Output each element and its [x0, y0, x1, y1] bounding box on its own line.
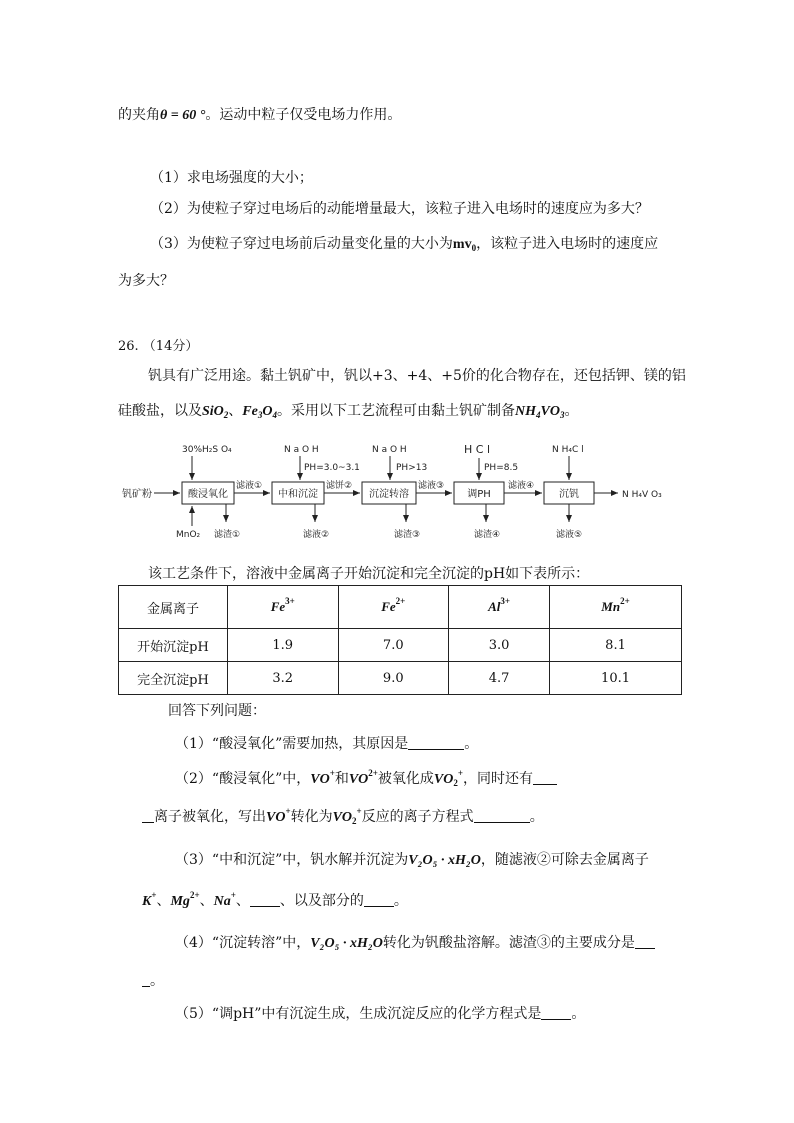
problem-para-line1: 钒具有广泛用途。黏土钒矿中，钒以+3、+4、+5价的化合物存在，还包括钾、镁的铝 [148, 368, 686, 384]
sub-question-2: （2）为使粒子穿过电场后的动能增量最大，该粒子进入电场时的速度应为多大？ [150, 201, 649, 217]
table-cell: 1.9 [228, 629, 339, 662]
question-3: （3）“中和沉淀”中，钒水解并沉淀为V₂O₅ · xH₂O，随滤液②可除去金属离子 [175, 852, 649, 868]
table-cell: 3.2 [228, 662, 339, 695]
table-cell: 8.1 [550, 629, 682, 662]
reagent-mno2: MnO₂ [176, 530, 201, 540]
ion-mn2: $Mn^{2+}$ [550, 586, 682, 629]
sub-question-3-line2: 为多大？ [118, 273, 174, 289]
residue-1: 滤渣① [214, 530, 241, 540]
reagent-hcl: H C l [464, 443, 491, 456]
table-cell: 7.0 [338, 629, 449, 662]
question-1: （1）“酸浸氧化”需要加热，其原因是 。 [175, 736, 479, 752]
flow-start-label: 钒矿粉 [122, 489, 152, 500]
answer-blank[interactable] [408, 735, 464, 750]
table-cell: 4.7 [449, 662, 550, 695]
question-2: （2）“酸浸氧化”中，VO+和$VO^{2+}$被氧化成$VO_2^+$，同时还有 [175, 768, 557, 788]
reagent-h2so4: 30%H₂S O₄ [182, 445, 232, 455]
residue-3: 滤渣③ [394, 530, 421, 540]
reagent-naoh-2: N a O H [372, 445, 407, 455]
fe3o4-formula: $Fe_3O_4$ [242, 404, 277, 420]
ph-table [118, 585, 682, 695]
para-text-b: 。采用以下工艺流程可由黏土钒矿制备 [276, 403, 515, 419]
intro-line [118, 104, 401, 124]
ph-label-3: PH=8.5 [484, 463, 519, 473]
flow-box-4-label: 调PH [467, 489, 491, 500]
answer-blank[interactable] [142, 808, 154, 823]
flow-box-3-label: 沉淀转溶 [369, 489, 409, 500]
reagent-naoh-1: N a O H [284, 445, 319, 455]
problem-number: 26. （14分） [118, 339, 199, 354]
row-label-complete: 完全沉淀pH [119, 662, 228, 695]
ph-table-header: 金属离子 [119, 586, 228, 629]
nh4vo3-formula: $NH_4VO_3$ [514, 404, 565, 420]
mv-symbol: mv [452, 237, 472, 252]
answer-blank[interactable] [541, 1005, 571, 1020]
liquid-2: 滤饼② [326, 481, 353, 491]
sub-question-1: （1）求电场强度的大小； [150, 170, 313, 186]
question-4: （4）“沉淀转溶”中，V₂O₅ · xH₂O转化为钒酸盐溶解。滤渣③的主要成分是 [175, 932, 655, 952]
v2o5-formula: V₂O₅ · xH₂O [408, 853, 481, 868]
process-flow-diagram [110, 440, 690, 545]
ph-label-1: PH=3.0~3.1 [304, 463, 360, 473]
question-2-line2: 离子被氧化，写出VO+转化为$VO_2^+$反应的离子方程式 。 [142, 806, 544, 826]
theta-expression: θ = 60 ° [160, 108, 206, 123]
q4-text-a: （4）“沉淀转溶”中， [175, 935, 311, 951]
ion-fe3: $Fe^{3+}$ [228, 586, 339, 629]
table-cell: 3.0 [449, 629, 550, 662]
question-3-line2: K+、$Mg^{2+}$、Na+、 、以及部分的 。 [142, 890, 408, 909]
flow-box-1-label: 酸浸氧化 [188, 489, 228, 500]
answer-blank[interactable] [250, 892, 280, 907]
intro-suffix: 。运动中粒子仅受电场力作用。 [205, 107, 402, 123]
residue-2: 滤液② [303, 530, 330, 540]
residue-4: 滤渣④ [474, 530, 501, 540]
sub-question-3 [150, 233, 658, 253]
ion-fe2: $Fe^{2+}$ [338, 586, 449, 629]
flow-box-5-label: 沉钒 [559, 489, 579, 500]
answer-blank[interactable] [474, 808, 530, 823]
answer-blank[interactable] [533, 770, 557, 785]
question-5: （5）“调pH”中有沉淀生成，生成沉淀反应的化学方程式是 。 [175, 1006, 586, 1022]
liquid-1: 滤液① [236, 481, 263, 491]
intro-prefix: 的夹角 [118, 107, 160, 123]
para-text-a: 硅酸盐，以及 [118, 403, 202, 419]
ph-table-header-row [119, 586, 682, 629]
answer-blank[interactable] [364, 892, 394, 907]
q2-text-a: （2）“酸浸氧化”中， [175, 771, 311, 787]
ph-label-2: PH>13 [396, 463, 428, 473]
table-intro: 该工艺条件下，溶液中金属离子开始沉淀和完全沉淀的pH如下表所示： [148, 566, 590, 582]
flow-box-2-label: 中和沉淀 [278, 489, 318, 500]
answer-intro: 回答下列问题： [168, 703, 266, 719]
table-row [119, 662, 682, 695]
sep: 、 [228, 403, 243, 419]
q1-text: （1）“酸浸氧化”需要加热，其原因是 [175, 736, 409, 752]
sq3-prefix: （3）为使粒子穿过电场前后动量变化量的大小为 [150, 236, 453, 252]
answer-blank[interactable] [142, 972, 150, 987]
table-cell: 9.0 [338, 662, 449, 695]
reagent-nh4cl: N H₄C l [552, 445, 584, 455]
table-cell: 10.1 [550, 662, 682, 695]
answer-blank[interactable] [635, 934, 655, 949]
v2o5-formula-2: V₂O₅ · xH₂O [310, 936, 383, 951]
sio2-formula: SiO$_2$ [202, 404, 229, 420]
problem-para-line2: 硅酸盐，以及SiO$_2$、$Fe_3O_4$。采用以下工艺流程可由黏土钒矿制备$NH_4VO_3$。 [118, 403, 579, 420]
row-label-start: 开始沉淀pH [119, 629, 228, 662]
ion-al3: $Al^{3+}$ [449, 586, 550, 629]
q3-text-a: （3）“中和沉淀”中，钒水解并沉淀为 [175, 852, 409, 868]
q5-text-a: （5）“调pH”中有沉淀生成，生成沉淀反应的化学方程式是 [175, 1006, 542, 1022]
flow-product: N H₄V O₃ [622, 490, 662, 500]
question-4-line2: 。 [142, 970, 164, 990]
liquid-3: 滤液③ [418, 481, 445, 491]
residue-5: 滤液⑤ [556, 530, 583, 540]
liquid-4: 滤液④ [508, 481, 535, 491]
table-row [119, 629, 682, 662]
sq3-suffix: ，该粒子进入电场时的速度应 [476, 236, 659, 252]
mv-subscript: 0 [471, 243, 477, 253]
